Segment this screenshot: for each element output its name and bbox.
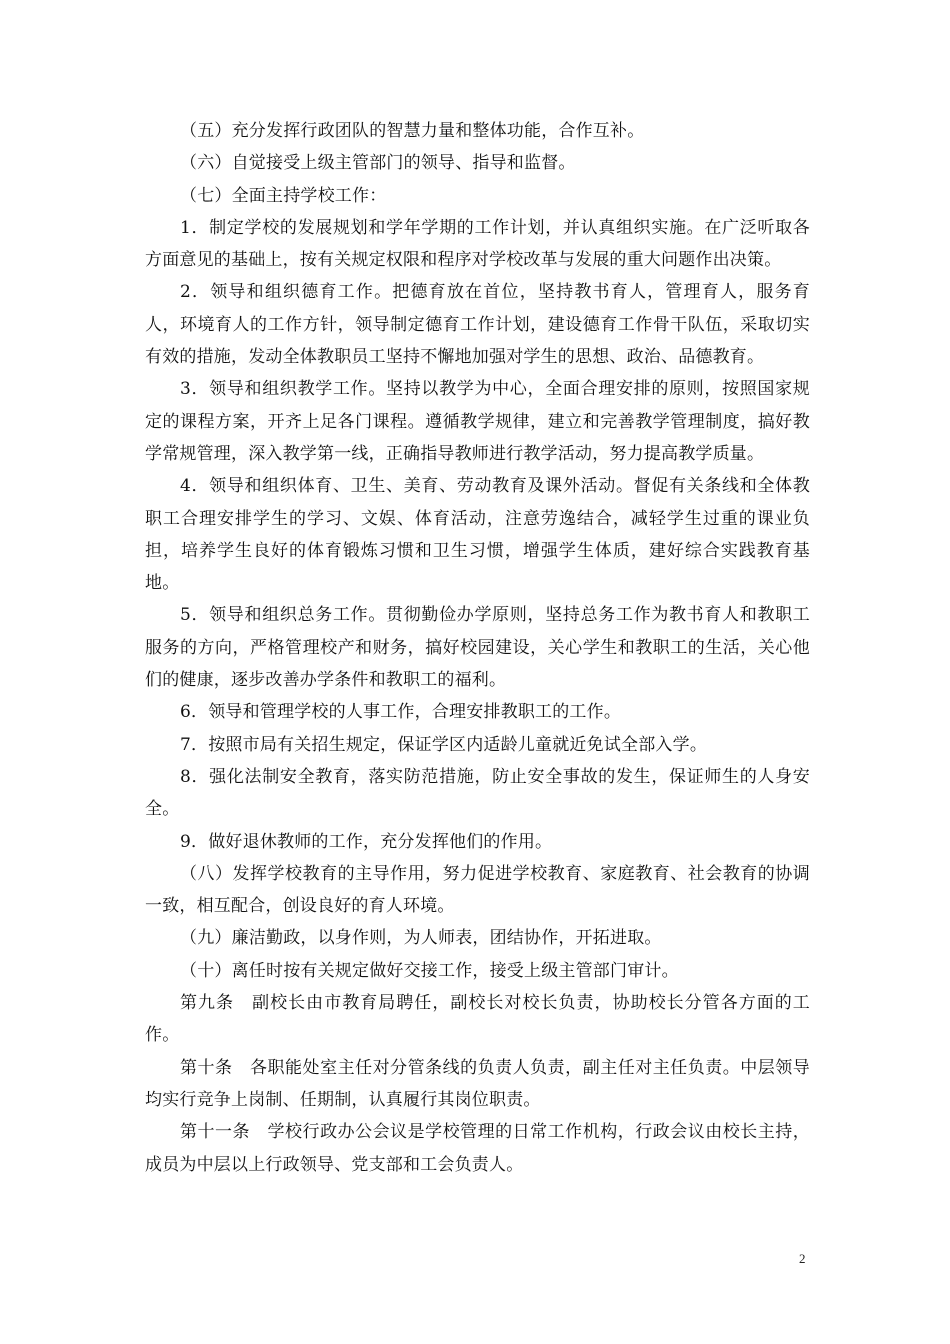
- paragraph-7-item-8: 8．强化法制安全教育，落实防范措施，防止安全事故的发生，保证师生的人身安全。: [145, 766, 810, 820]
- paragraph-10: （十）离任时按有关规定做好交接工作，接受上级主管部门审计。: [180, 960, 679, 981]
- paragraph-7: （七）全面主持学校工作：: [180, 185, 387, 206]
- article-11: 第十一条 学校行政办公会议是学校管理的日常工作机构，行政会议由校长主持，成员为中层以上行政领导、党支部和工会负责人。: [145, 1122, 810, 1175]
- paragraph-7-item-1: 1．制定学校的发展规划和学年学期的工作计划，并认真组织实施。在广泛听取各方面意见的基础上，按有关规定权限和程序对学校改革与发展的重大问题作出决策。: [145, 217, 810, 271]
- paragraph-7-item-2: 2．领导和组织德育工作。把德育放在首位，坚持教书育人，管理育人，服务育人，环境育人的工作方针，领导制定德育工作计划，建设德育工作骨干队伍，采取切实有效的措施，发动全体教职员工坚持不懈地加强对学生的思想、政治、品德教育。: [145, 282, 810, 368]
- paragraph-6: （六）自觉接受上级主管部门的领导、指导和监督。: [180, 153, 576, 174]
- paragraph-7-item-4: 4．领导和组织体育、卫生、美育、劳动教育及课外活动。督促有关条线和全体教职工合理安排学生的学习、文娱、体育活动，注意劳逸结合，减轻学生过重的课业负担，培养学生良好的体育锻炼习惯和卫生习惯，增强学生体质，建好综合实践教育基地。: [145, 476, 810, 594]
- article-9: 第九条 副校长由市教育局聘任，副校长对校长负责，协助校长分管各方面的工作。: [145, 993, 810, 1046]
- paragraph-7-item-9: 9．做好退休教师的工作，充分发挥他们的作用。: [180, 831, 553, 852]
- paragraph-9: （九）廉洁勤政，以身作则，为人师表，团结协作，开拓进取。: [180, 928, 662, 949]
- paragraph-7-item-6: 6．领导和管理学校的人事工作，合理安排教职工的工作。: [180, 702, 622, 723]
- paragraph-7-item-3: 3．领导和组织教学工作。坚持以教学为中心，全面合理安排的原则，按照国家规定的课程方案，开齐上足各门课程。遵循教学规律，建立和完善教学管理制度，搞好教学常规管理，深入教学第一线，正确指导教师进行教学活动，努力提高教学质量。: [145, 379, 810, 464]
- paragraph-7-item-7: 7．按照市局有关招生规定，保证学区内适龄儿童就近免试全部入学。: [180, 734, 708, 755]
- article-10: 第十条 各职能处室主任对分管条线的负责人负责，副主任对主任负责。中层领导均实行竞争上岗制、任期制，认真履行其岗位职责。: [145, 1057, 810, 1110]
- paragraph-8: （八）发挥学校教育的主导作用，努力促进学校教育、家庭教育、社会教育的协调一致，相互配合，创设良好的育人环境。: [145, 863, 810, 917]
- paragraph-5: （五）充分发挥行政团队的智慧力量和整体功能，合作互补。: [180, 121, 645, 141]
- paragraph-7-item-5: 5．领导和组织总务工作。贯彻勤俭办学原则，坚持总务工作为教书育人和教职工服务的方向，严格管理校产和财务，搞好校园建设，关心学生和教职工的生活，关心他们的健康，逐步改善办学条件和教职工的福利。: [145, 605, 810, 691]
- document-body: [145, 115, 810, 1181]
- page-number: 2: [799, 1251, 806, 1266]
